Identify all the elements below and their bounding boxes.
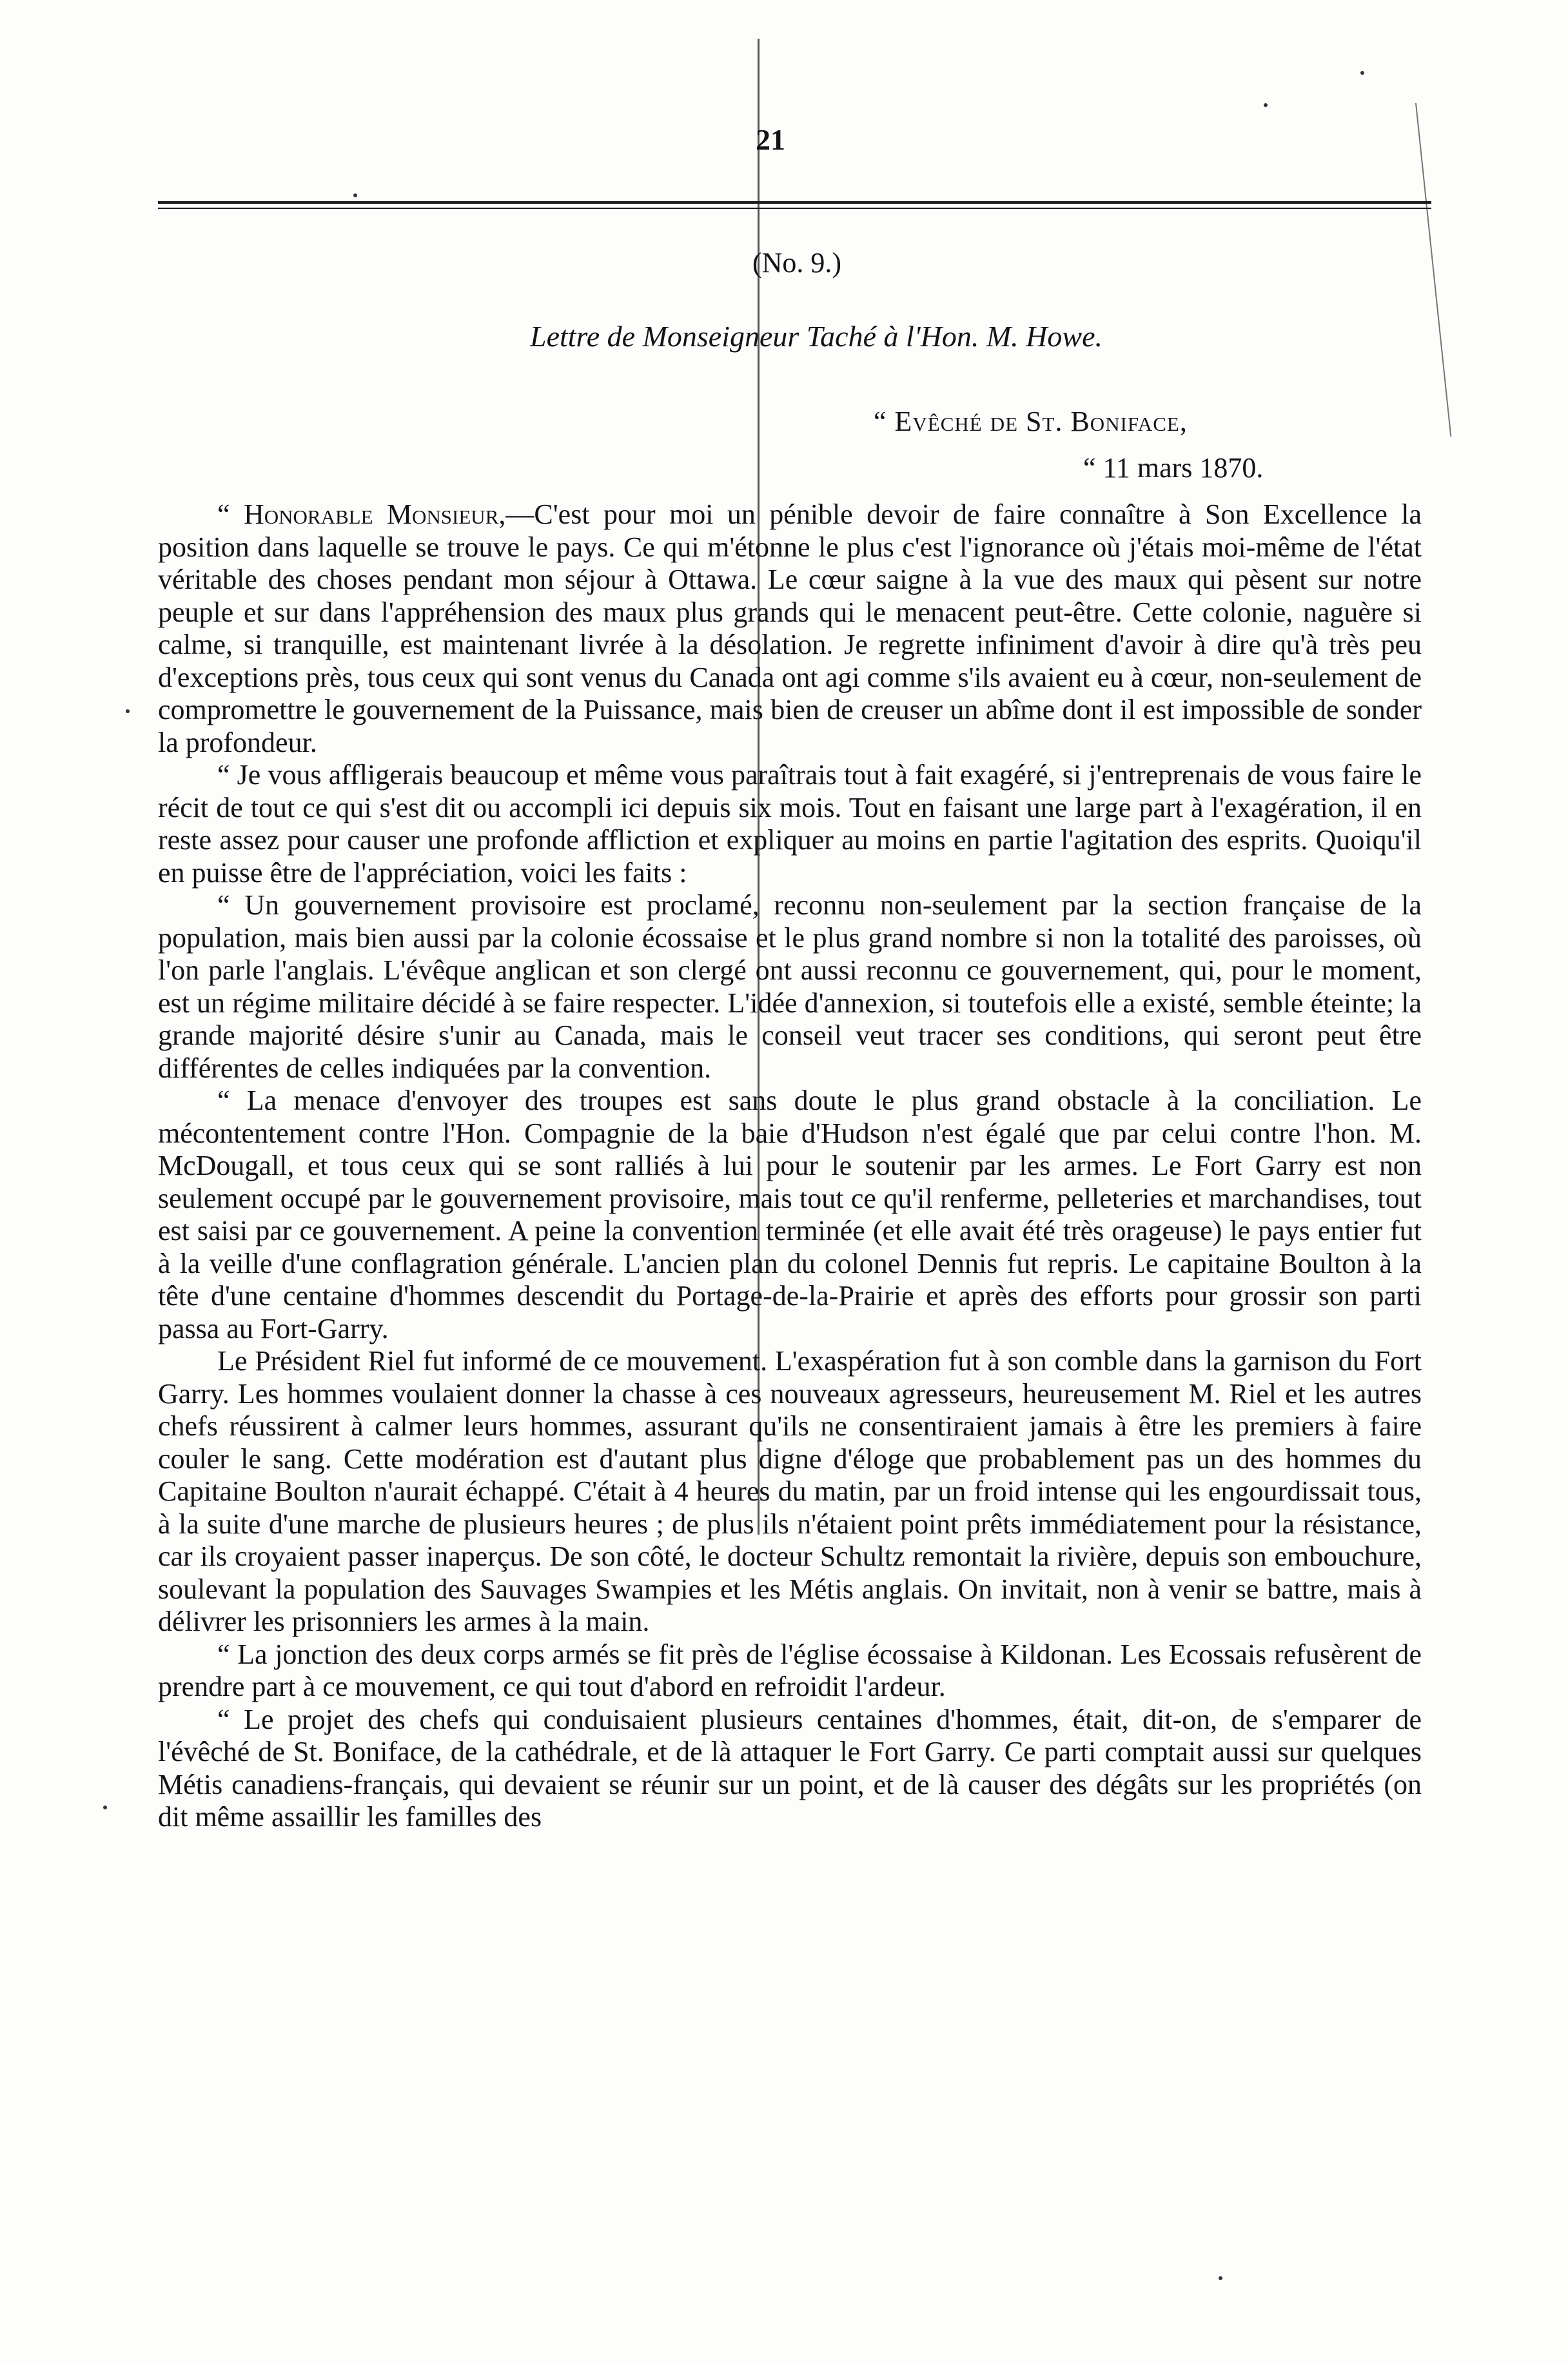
scan-speck (353, 193, 357, 197)
header-rule (158, 201, 1431, 204)
scan-speck (1219, 2276, 1222, 2280)
scan-speck (1264, 103, 1268, 107)
dateline-place-text: Evêché de St. Boniface, (894, 406, 1188, 437)
paragraph-5: Le Président Riel fut informé de ce mouvement. L'exaspération fut à son comble dans la garnison du Fort Garry. Les hommes voulaient donner la chasse à ces nouveaux agresseurs, heureusement M. Riel et les autres chefs réussirent à calmer leurs hommes, assurant qu'ils ne consentiraient jamais à être les premiers à faire couler le sang. Cette modération est d'autant plus digne d'éloge que probablement pas un des hommes du Capitaine Boulton n'aurait échappé. C'était à 4 heures du matin, par un froid intense qui les engourdissait tous, à la suite d'une marche de plusieurs heures ; de plus ils n'étaient point prêts immédiatement pour la résistance, car ils croyaient passer inaperçus. De son côté, le docteur Schultz remontait la rivière, depuis son embouchure, soulevant la population des Sauvages Swampies et les Métis anglais. On invitait, non à venir se battre, mais à délivrer les prisonniers les armes à la main. (158, 1345, 1422, 1637)
paragraph-1: “ Honorable Monsieur,—C'est pour moi un pénible devoir de faire connaître à Son Excellence la position dans laquelle se trouve le pays. Ce qui m'étonne le plus c'est l'ignorance où j'étais moi-même de l'état véritable des choses pendant mon séjour à Ottawa. Le cœur saigne à la vue des maux qui pèsent sur notre peuple et sur dans l'appréhension des maux plus grands qui le menacent peut-être. Cette colonie, naguère si calme, si tranquille, est maintenant livrée à la désolation. Je regrette infiniment d'avoir à dire qu'à très peu d'exceptions près, tous ceux qui sont venus du Canada ont agi comme s'ils avaient eu à cœur, non-seulement de compromettre le gouvernement de la Puissance, mais bien de creuser un abîme dont il est impossible de sonder la profondeur. (158, 498, 1422, 758)
scan-speck (103, 1806, 107, 1809)
dateline-place (874, 405, 1188, 438)
scan-speck (126, 709, 130, 713)
letter-body (158, 498, 1422, 1834)
paragraph-7: “ Le projet des chefs qui conduisaient plusieurs centaines d'hommes, était, dit-on, de s'emparer de l'évêché de St. Boniface, de la cathédrale, et de là attaquer le Fort Garry. Ce parti comptait aussi sur quelques Métis canadiens-français, qui devaient se réunir sur un point, et de là causer des dégâts sur les propriétés (on dit même assaillir les familles des (158, 1703, 1422, 1833)
dateline-date: “ 11 mars 1870. (1083, 452, 1264, 484)
letter-title: Lettre de Monseigneur Taché à l'Hon. M. Howe. (530, 320, 1102, 353)
paragraph-3: “ Un gouvernement provisoire est proclamé, reconnu non-seulement par la section française de la population, mais bien aussi par la colonie écossaise et le plus grand nombre si non la totalité des paroisses, où l'on parle l'anglais. L'évêque anglican et son clergé ont aussi reconnu ce gouvernement, qui, pour le moment, est un régime militaire décidé à se faire respecter. L'idée d'annexion, si toutefois elle a existé, semble éteinte; la grande majorité désire s'unir au Canada, mais le conseil veut tracer ses conditions, qui seront peut être différentes de celles indiquées par la convention. (158, 889, 1422, 1084)
header-rule-thin (158, 208, 1431, 209)
scan-speck (1360, 71, 1364, 75)
paragraph-4: “ La menace d'envoyer des troupes est sans doute le plus grand obstacle à la conciliation. Le mécontentement contre l'Hon. Compagnie de la baie d'Hudson n'est égalé que par celui contre l'hon. M. McDougall, et tous ceux qui se sont ralliés à lui pour le soutenir par les armes. Le Fort Garry est non seulement occupé par le gouvernement provisoire, mais tout ce qu'il renferme, pelleteries et marchandises, tout est saisi par ce gouvernement. A peine la convention terminée (et elle avait été très orageuse) le pays entier fut à la veille d'une conflagration générale. L'ancien plan du colonel Dennis fut repris. Le capitaine Boulton à la tête d'une centaine d'hommes descendit du Portage-de-la-Prairie et après des efforts pour grossir son parti passa au Fort-Garry. (158, 1085, 1422, 1344)
paragraph-2: “ Je vous affligerais beaucoup et même vous paraîtrais tout à fait exagéré, si j'entreprenais de vous faire le récit de tout ce qui s'est dit ou accompli ici depuis six mois. Tout en faisant une large part à l'exagération, il en reste assez pour causer une profonde affliction et expliquer au moins en partie l'agitation des esprits. Quoiqu'il en puisse être de l'appréciation, voici les faits : (158, 759, 1422, 889)
paragraph-6: “ La jonction des deux corps armés se fit près de l'église écossaise à Kildonan. Les Ecossais refusèrent de prendre part à ce mouvement, ce qui tout d'abord en refroidit l'ardeur. (158, 1638, 1422, 1702)
dateline-quote: “ (874, 406, 895, 437)
letter-number: (No. 9.) (752, 247, 842, 279)
page-number: 21 (756, 123, 785, 156)
salutation: Honorable Monsieur, (243, 498, 506, 530)
paragraph-1-text: —C'est pour moi un pénible devoir de faire connaître à Son Excellence la position dans laquelle se trouve le pays. Ce qui m'étonne le plus c'est l'ignorance où j'étais moi-même de l'état véritable des choses pendant mon séjour à Ottawa. Le cœur saigne à la vue des maux qui pèsent sur notre peuple et sur dans l'appréhension des maux plus grands qui le menacent peut-être. Cette colonie, naguère si calme, si tranquille, est maintenant livrée à la désolation. Je regrette infiniment d'avoir à dire qu'à très peu d'exceptions près, tous ceux qui sont venus du Canada ont agi comme s'ils avaient eu à cœur, non-seulement de compromettre le gouvernement de la Puissance, mais bien de creuser un abîme dont il est impossible de sonder la profondeur. (158, 498, 1422, 758)
